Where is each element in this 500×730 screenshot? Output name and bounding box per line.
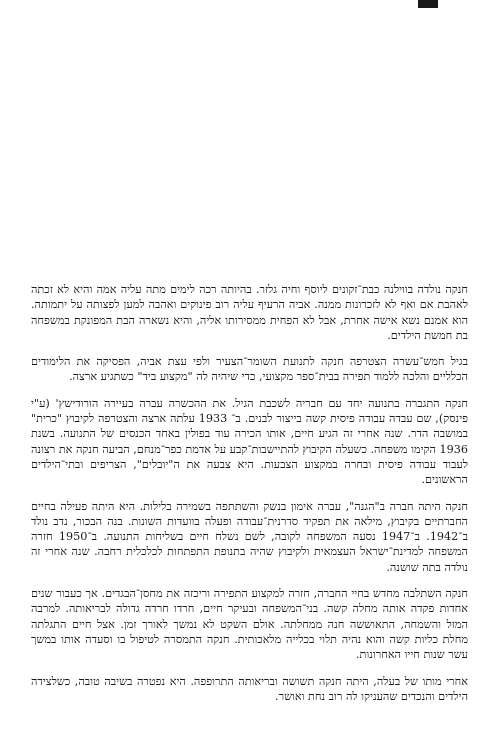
page-corner-tab [418, 0, 438, 8]
paragraph-childhood: חנקה נולדה בווילנה כבת־זקונים ליוסף וחיה גלזר. בהיותה רכה לימים מתה עליה אמה והיא לא זכתה לאהבת אם ואף לא לזכרונות ממנה. אביה הרעיף עליה רוב פינוקים ואהבה למען לפצותה על יתמותה. הוא אמנם נשא אישה אחרת, אבל לא הפחית ממסירותו אליה, והיא נשארה הבת המפונקת במשפחה בת חמשת הילדים. [31, 283, 468, 342]
paragraph-final-years: אחרי מותו של בעלה, היתה חנקה תשושה ובריאותה התרופפה. היא נפטרה בשיבה טובה, כשלצידה הילדים והנכדים שהעניקו לה רוב נחת ואושר. [31, 674, 468, 703]
paragraph-haganah-family: חנקה היתה חברה ב"הגנה", עברה אימון בנשק והשתתפה בשמירה בלילות. היא היתה פעילה בחיים החברתיים בקיבוץ, מילאה את תפקיד סדרנית־עבודה ופעלה בוועדות השונות. בנה הבכור, נדב נולד ב־1942. ב־1947 נסעה המשפחה לקובה, לשם נשלח חיים בשליחות התנועה. ב־1950 חזרה המשפחה למדינת־ישראל העצמאית ולקיבוץ שהיה בתנופת התפתחות לכלכלית רחבה. שנה אחרי זה נולדה בתה שושנה. [31, 499, 468, 574]
paragraph-immigration: חנקה התגברה בתנועה יחד עם חבריה לשכבת הגיל. את ההכשרה עברה בעיירה הורודישץ' (ע"י פינסק), שם עבדה עבודה פיסית קשה בייצור לבנים. ב־ 1933 עלתה ארצה והצטרפה לקיבוץ "כרית" במושבה הדר. שנה אחרי זה הגיע חיים, אותו הכירה עוד בפולין באחד הכנסים של התנועה. בשנת 1936 הקימו משפחה. כשעלה הקיבוץ להתיישבות־קבע על אדמת כפר־מנחם, הביעה חנקה את רצונה לעבוד עבודה פיסית ובחרה במקצוע הצבעות. היא צבעה את ה"יובלים", הצריפים ובתי־הילדים הראשונים. [31, 396, 468, 487]
paragraph-illness: חנקה השתלבה מחדש בחיי החברה, חזרה למקצוע התפירה וריכזה את מחסן־הבגדים. אך כעבור שנים אחדות פקדה אותה מחלה קשה. בני־המשפחה ובעיקר חיים, חרדו חרדה גדולה לבריאותה. למרבה המזל והשמחה, התאוששה חנה ממחלתה. אולם השקט לא נמשך לאורך זמן. אצל חיים התגלתה מחלת כליות קשה והוא נהיה תלוי בכלייה מלאכותית. חנקה התמסרה לטיפול בו וסעדה אותו במשך עשר שנות חייו האחרונות. [31, 587, 468, 662]
paragraph-youth-movement: בגיל חמש־עשרה הצטרפה חנקה לתנועת השומר־הצעיר ולפי עצת אביה, הפסיקה את הלימודים הכלליים והלכה ללמוד תפירה בבית־ספר מקצועי, כדי שיהיה לה "מקצוע ביד" כשתגיע ארצה. [31, 355, 468, 384]
memorial-text [31, 282, 468, 704]
